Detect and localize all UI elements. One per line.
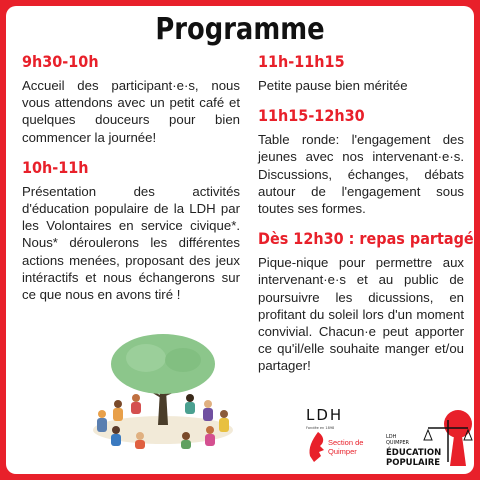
right-column <box>258 52 474 387</box>
program-block-1100 <box>258 52 464 94</box>
block-text: Accueil des participant·e·s, nous vous attendons avec un petit café et quelques douceurs pour bien commencer la journée! <box>22 78 240 145</box>
ldh-tagline: Fondée en 1898 <box>306 426 335 430</box>
ep-title-line-1: ÉDUCATION <box>386 448 442 458</box>
block-text: Présentation des activités d'éducation populaire de la LDH par les Volontaires en service civique*. Nous* déroulerons les différentes actions menées, proposant des jeux intéractifs et nous échangerons sur ce que nous en avons tiré ! <box>22 183 240 303</box>
time-heading: Dès 12h30 : repas partagé <box>258 229 474 249</box>
logo-area <box>306 406 474 474</box>
program-block-1115 <box>258 106 464 217</box>
poster <box>6 6 474 474</box>
time-heading: 11h15-12h30 <box>258 106 365 126</box>
time-heading: 11h-11h15 <box>258 52 345 71</box>
page-title: Programme <box>155 12 325 47</box>
ldh-logo: LDH <box>306 406 344 424</box>
education-populaire-label <box>386 448 441 468</box>
program-block-1000 <box>22 158 240 303</box>
block-text: Table ronde: l'engagement des jeunes avec nos intervenant·e·s. Discussions, échanges, débats autour de l'engagement sous toutes ses formes. <box>258 132 464 217</box>
program-block-1230 <box>258 229 474 374</box>
ep-ldh-text: LDH <box>386 434 397 440</box>
left-column <box>22 52 240 315</box>
section-quimper-label: Section de Quimper <box>328 438 364 456</box>
block-text: Petite pause bien méritée <box>258 78 408 93</box>
tree-circle-illustration <box>88 330 238 450</box>
ep-ldh-label <box>386 434 409 446</box>
ldh-profile-icon <box>308 432 326 462</box>
time-heading: 10h-11h <box>22 157 89 177</box>
block-text: Pique-nique pour permettre aux intervenant·e·s et au public de poursuivre les dicussions, en profitant du soleil lors d'un moment convivial. Chacun·e peut apporter ce qu'il/elle souhaite manger et/ou partager! <box>258 255 464 374</box>
ep-city-text: QUIMPER <box>386 440 410 446</box>
time-heading: 9h30-10h <box>22 52 99 71</box>
program-block-0930 <box>22 52 240 146</box>
ep-title-line-2: POPULAIRE <box>386 458 441 468</box>
